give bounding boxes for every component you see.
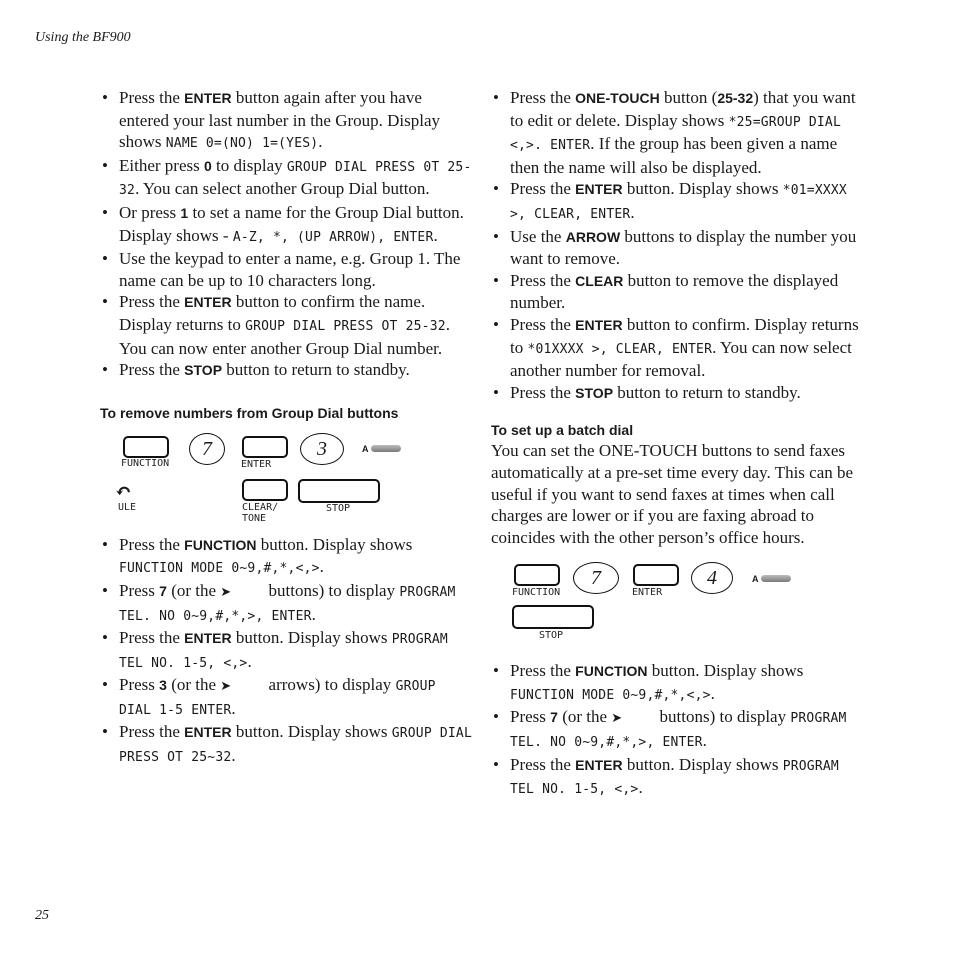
key-diagram-remove	[100, 426, 472, 534]
list-item: • Press the ENTER button to confirm the name. Display returns to GROUP DIAL PRESS OT 25-32. You can now enter another Group Dial number.	[100, 291, 472, 359]
edit-delete-steps-list	[491, 87, 861, 404]
function-key-label: FUNCTION	[512, 587, 561, 599]
stop-key	[298, 479, 380, 503]
list-item: • Press the CLEAR button to remove the displayed number.	[491, 270, 861, 314]
page-number: 25	[35, 908, 49, 923]
list-item: • Press the ENTER button to confirm. Display returns to *01XXXX >, CLEAR, ENTER. You can now select another number for removal.	[491, 314, 861, 382]
group-dial-steps-list	[100, 87, 472, 382]
enter-key-label: ENTER	[241, 458, 272, 470]
digit-7-key: 7	[189, 433, 225, 465]
arrow-icon: ➤	[220, 583, 232, 599]
list-item: • Press the FUNCTION button. Display shows FUNCTION MODE 0~9,#,*,<,>.	[491, 660, 861, 706]
left-column	[100, 87, 472, 769]
tone-key-label: TONE	[242, 512, 267, 524]
stop-key-label: STOP	[326, 502, 351, 514]
list-item: • Press the ENTER button. Display shows PROGRAM TEL NO. 1-5, <,>.	[100, 627, 472, 674]
enter-key-label: ENTER	[632, 587, 663, 599]
remove-steps-list	[100, 534, 472, 769]
list-item: • Press the ENTER button. Display shows GROUP DIAL PRESS OT 25~32.	[100, 721, 472, 768]
batch-dial-steps-list	[491, 660, 861, 801]
indicator-led-icon	[761, 575, 791, 582]
list-item: • Press the STOP button to return to standby.	[100, 359, 472, 382]
section-heading-remove-numbers: To remove numbers from Group Dial buttons	[100, 404, 399, 421]
list-item: • Press the STOP button to return to standby.	[491, 382, 861, 405]
stop-key	[512, 605, 594, 629]
indicator-led-icon	[371, 445, 401, 452]
list-item: • Or press 1 to set a name for the Group Dial button. Display shows - A-Z, *, (UP ARROW), ENTER.	[100, 202, 472, 248]
digit-4-key: 4	[691, 562, 733, 594]
indicator-a-label: A	[752, 574, 759, 585]
schedule-arrow-icon: ↶	[115, 480, 132, 503]
indicator-a-label: A	[362, 443, 369, 454]
enter-key	[633, 564, 679, 586]
stop-key-label: STOP	[539, 630, 564, 642]
list-item: • Press the ENTER button again after you have entered your last number in the Group. Display shows NAME 0=(NO) 1=(YES).	[100, 87, 472, 155]
list-item: • Press the FUNCTION button. Display shows FUNCTION MODE 0~9,#,*,<,>.	[100, 534, 472, 580]
digit-3-key: 3	[300, 433, 344, 465]
list-item: • Press 7 (or the ➤ buttons) to display PROGRAM TEL. NO 0~9,#,*,>, ENTER.	[100, 580, 472, 627]
enter-key	[242, 436, 288, 458]
key-diagram-batch	[491, 556, 861, 660]
list-item: • Use the ARROW buttons to display the number you want to remove.	[491, 226, 861, 270]
arrow-icon: ➤	[611, 710, 623, 726]
list-item: • Either press 0 to display GROUP DIAL PRESS 0T 25-32. You can select another Group Dial button.	[100, 155, 472, 202]
schedule-key-label: ULE	[118, 501, 137, 513]
arrow-icon: ➤	[220, 678, 232, 694]
list-item: • Press the ENTER button. Display shows PROGRAM TEL NO. 1-5, <,>.	[491, 754, 861, 801]
digit-7-key: 7	[573, 562, 619, 594]
batch-dial-paragraph: You can set the ONE-TOUCH buttons to send faxes automatically at a pre-set time every day. This can be useful if you want to send faxes at times when call charges are lower or if you are faxing abroad to coincides with the other person’s office hours.	[491, 441, 854, 547]
clear-tone-key	[242, 479, 288, 501]
function-key	[123, 436, 169, 458]
running-header: Using the BF900	[35, 30, 131, 45]
function-key	[514, 564, 560, 586]
list-item: • Press 7 (or the ➤ buttons) to display PROGRAM TEL. NO 0~9,#,*,>, ENTER.	[491, 706, 861, 753]
right-column	[491, 87, 861, 801]
list-item: • Use the keypad to enter a name, e.g. Group 1. The name can be up to 10 characters long.	[100, 248, 472, 291]
list-item: • Press the ENTER button. Display shows *01=XXXX >, CLEAR, ENTER.	[491, 178, 861, 225]
section-heading-batch-dial: To set up a batch dial	[491, 422, 634, 439]
list-item: • Press 3 (or the ➤ arrows) to display GROUP DIAL 1-5 ENTER.	[100, 674, 472, 721]
clear-key-label: CLEAR/	[242, 501, 279, 513]
function-key-label: FUNCTION	[121, 457, 170, 469]
list-item: • Press the ONE-TOUCH button (25-32) that you want to edit or delete. Display shows *25=GROUP DIAL <,>. ENTER. If the group has been given a name then the name will also be displayed.	[491, 87, 861, 178]
